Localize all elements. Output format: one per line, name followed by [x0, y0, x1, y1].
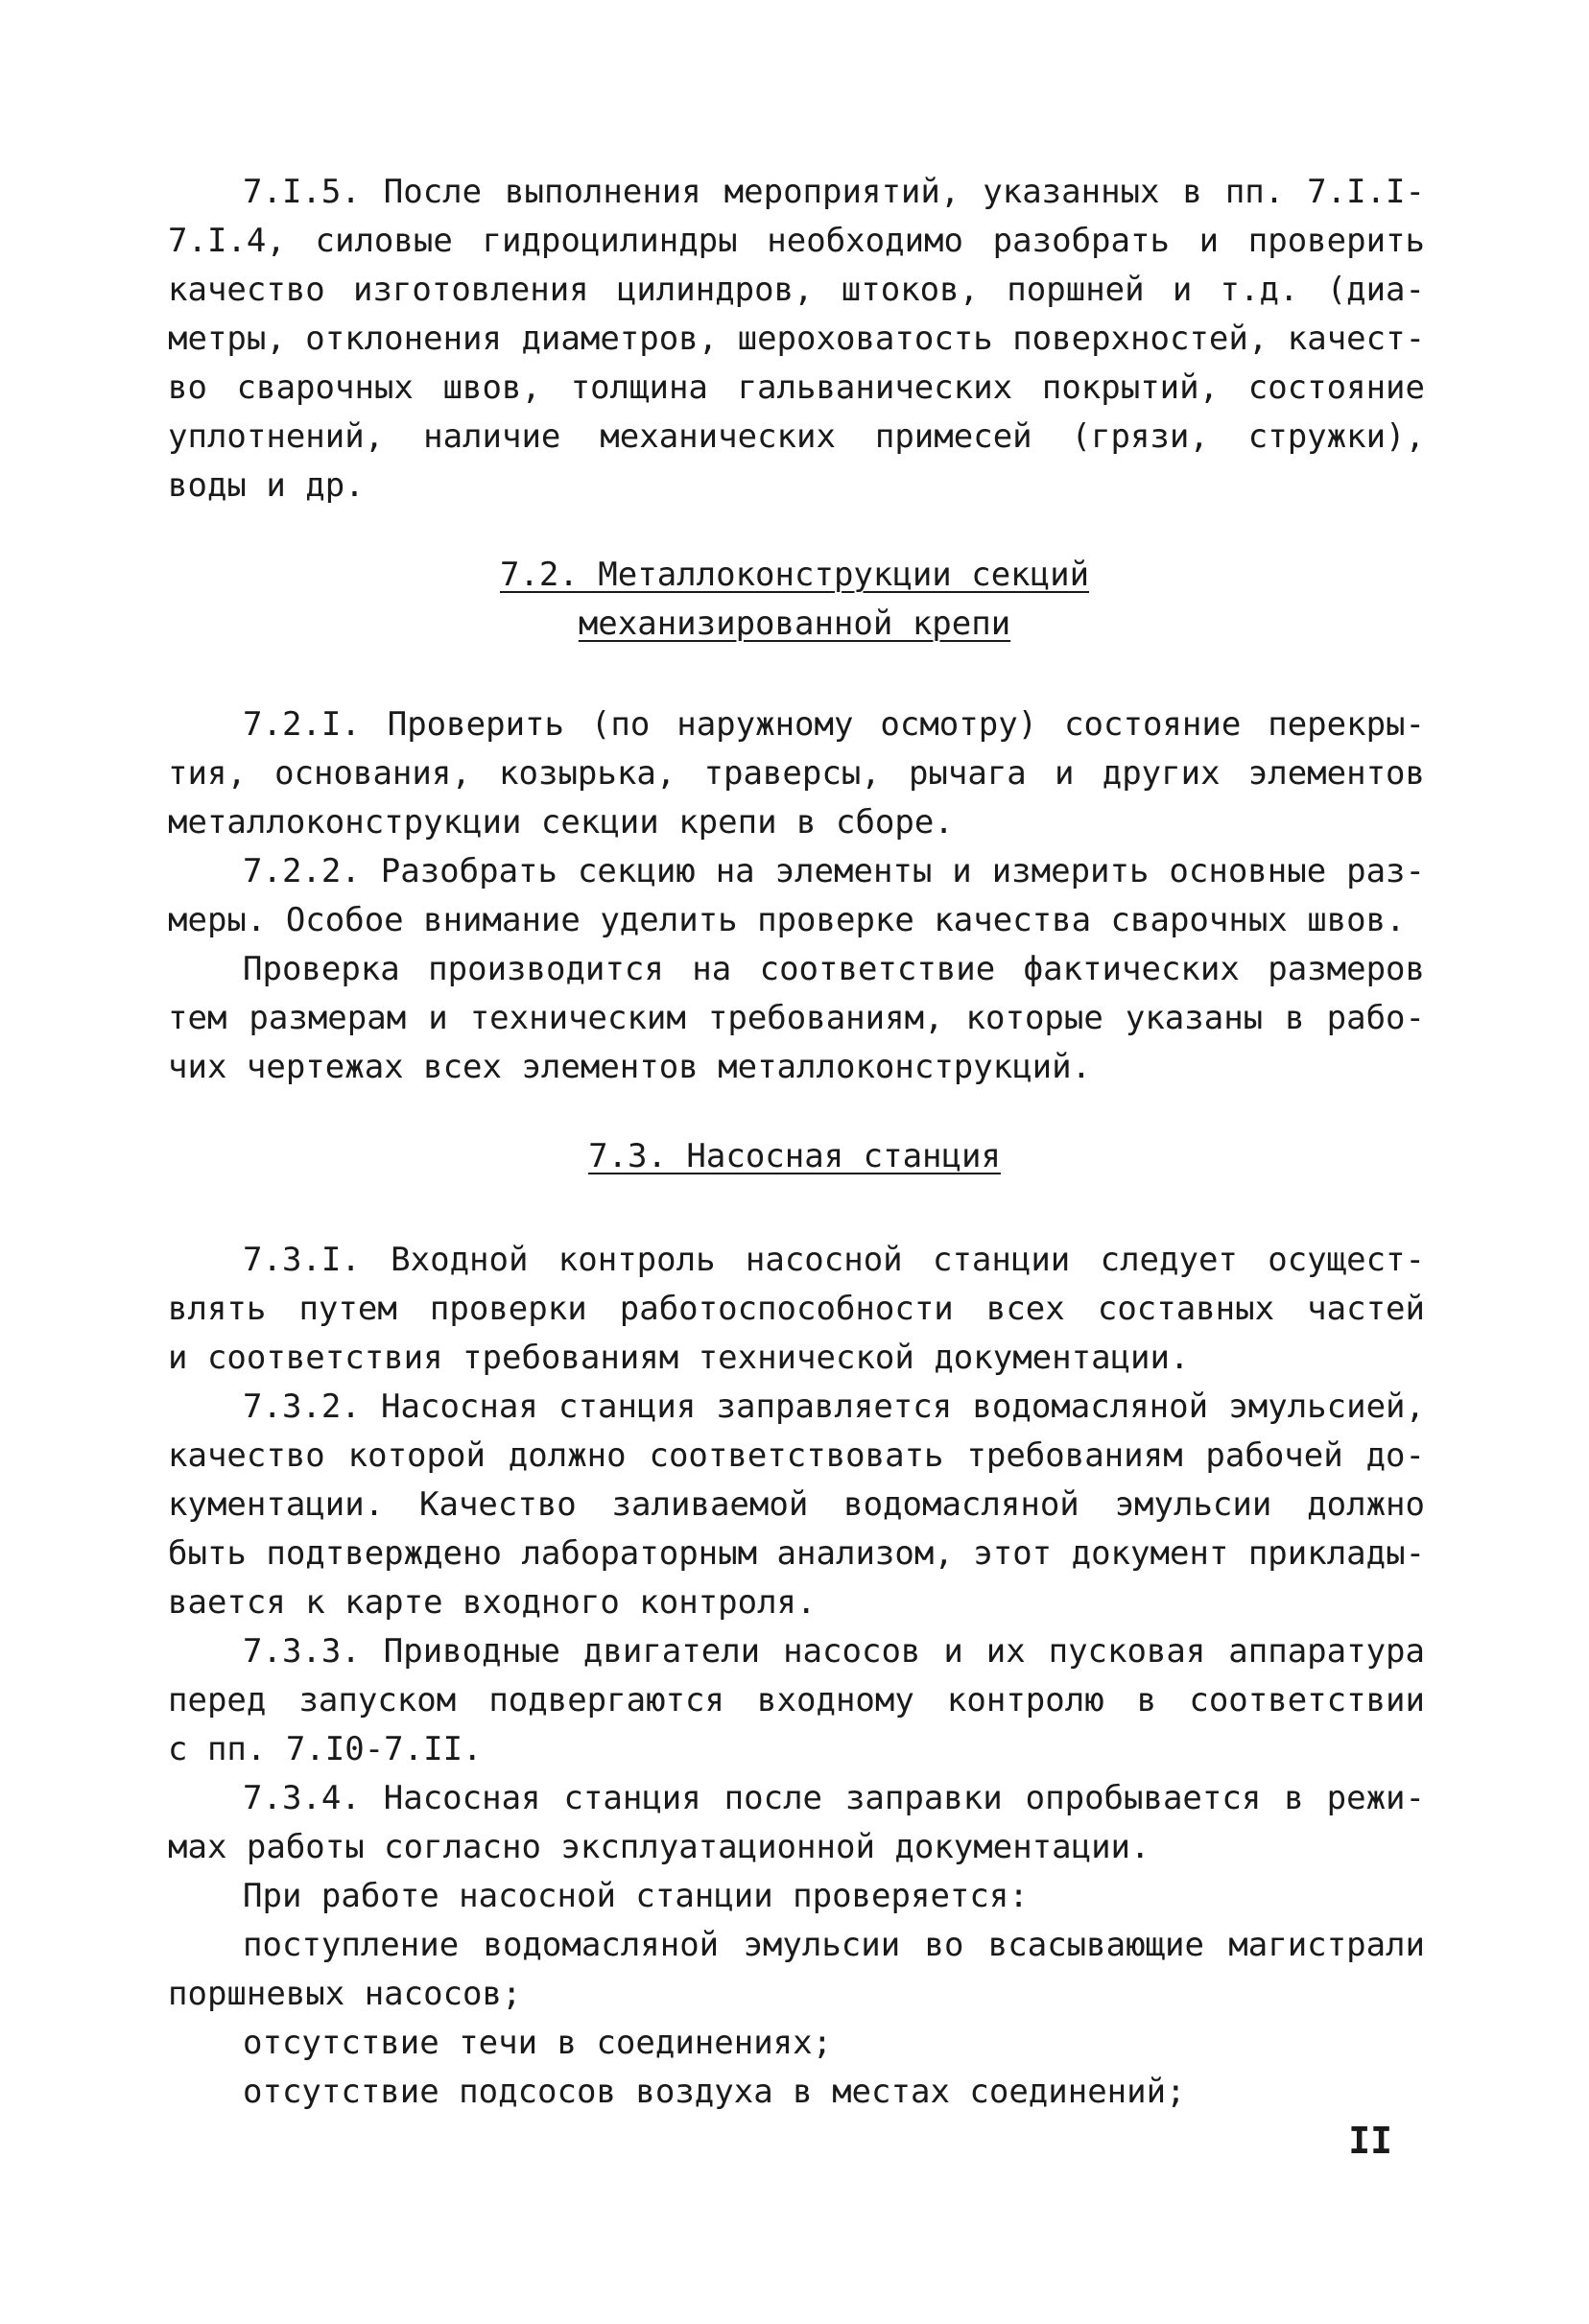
text-line: 7.2.I. Проверить (по наружному осмотру) состояние перекры-: [243, 705, 1425, 744]
text-line: и соответствия требованиям технической документации.: [168, 1339, 1190, 1377]
text-line: металлоконструкции секции крепи в сборе.: [168, 803, 954, 842]
text-line: 7.3.I. Входной контроль насосной станции следует осущест-: [243, 1241, 1425, 1279]
paragraph-7-1-5: [168, 168, 1425, 510]
text-line: с пп. 7.I0-7.II.: [168, 1730, 483, 1768]
text-line: во сварочных швов, толщина гальванических покрытий, состояние: [168, 368, 1425, 407]
section-heading-7-2-line1: [0, 551, 1589, 600]
text-line: 7.2.2. Разобрать секцию на элементы и измерить основные раз-: [243, 852, 1425, 890]
text-line: При работе насосной станции проверяется:: [243, 1877, 1029, 1915]
section-heading-7-2-line2: [0, 600, 1589, 649]
text-line: поступление водомасляной эмульсии во всасывающие магистрали: [243, 1926, 1425, 1964]
text-line: воды и др.: [168, 466, 365, 505]
section-heading-7-3: [0, 1132, 1589, 1181]
text-line: 7.3.2. Насосная станция заправляется водомасляной эмульсией,: [243, 1387, 1425, 1426]
text-line: 7.I.4, силовые гидроцилиндры необходимо разобрать и проверить: [168, 222, 1425, 260]
text-line: кументации. Качество заливаемой водомасляной эмульсии должно: [168, 1485, 1425, 1524]
text-line: 7.3.4. Насосная станция после заправки опробывается в режи-: [243, 1779, 1425, 1817]
text-line: Проверка производится на соответствие фактических размеров: [243, 950, 1425, 988]
text-line: тем размерам и техническим требованиям, которые указаны в рабо-: [168, 999, 1425, 1037]
text-line: меры. Особое внимание уделить проверке качества сварочных швов.: [168, 901, 1406, 939]
text-line: качество которой должно соответствовать требованиям рабочей до-: [168, 1436, 1425, 1475]
text-line: метры, отклонения диаметров, шероховатость поверхностей, качест-: [168, 320, 1426, 358]
text-line: тия, основания, козырька, траверсы, рычага и других элементов: [168, 754, 1425, 793]
text-line: отсутствие течи в соединениях;: [243, 2024, 833, 2062]
text-line: чих чертежах всех элементов металлоконструкций.: [168, 1048, 1092, 1086]
text-line: качество изготовления цилиндров, штоков, поршней и т.д. (диа-: [168, 271, 1425, 309]
section-7-2-body: [168, 700, 1425, 1092]
text-line: быть подтверждено лабораторным анализом, этот документ приклады-: [168, 1534, 1426, 1573]
text-line: отсутствие подсосов воздуха в местах соединений;: [243, 2073, 1186, 2111]
text-line: 7.3.3. Приводные двигатели насосов и их пусковая аппаратура: [243, 1632, 1425, 1671]
text-line: мах работы согласно эксплуатационной документации.: [168, 1828, 1150, 1866]
text-line: поршневых насосов;: [168, 1975, 522, 2013]
text-line: перед запуском подвергаются входному контролю в соответствии: [168, 1681, 1425, 1719]
text-line: 7.I.5. После выполнения мероприятий, указанных в пп. 7.I.I-: [243, 173, 1425, 211]
heading-text: 7.3. Насосная станция: [588, 1137, 1001, 1175]
heading-text: 7.2. Металлоконструкции секций: [499, 556, 1090, 594]
heading-text: механизированной крепи: [578, 605, 1011, 643]
page-number: II: [1348, 2120, 1392, 2162]
text-line: влять путем проверки работоспособности всех составных частей: [168, 1290, 1425, 1328]
section-7-3-body: [168, 1236, 1425, 2117]
text-line: вается к карте входного контроля.: [168, 1583, 817, 1622]
text-line: уплотнений, наличие механических примесей (грязи, стружки),: [168, 417, 1425, 456]
